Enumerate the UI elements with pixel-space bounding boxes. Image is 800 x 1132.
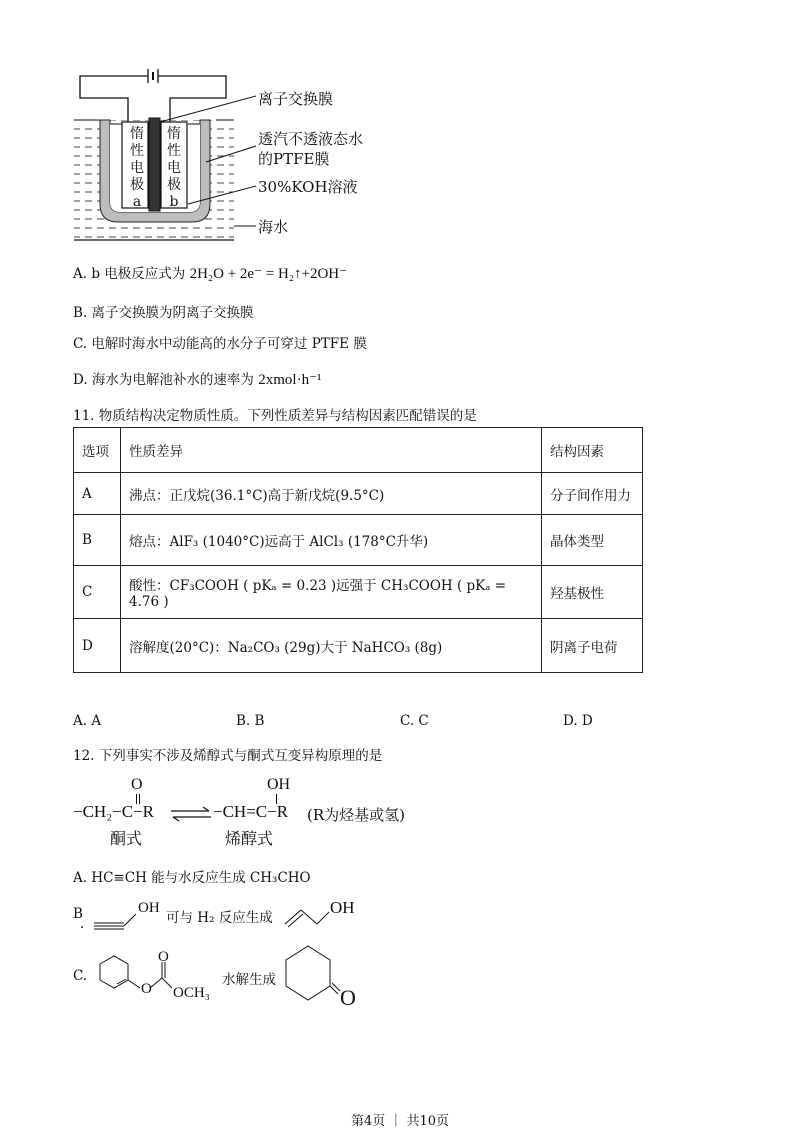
enol-name: 烯醇式 (225, 829, 274, 848)
ptfe-label-line1: 透汽不透液态水 (258, 130, 364, 148)
q11-stem: 11. 物质结构决定物质性质。下列性质差异与结构因素匹配错误的是 (73, 408, 477, 424)
keto-name: 酮式 (110, 829, 143, 848)
factor-cell: 羟基极性 (542, 566, 643, 619)
char: a (132, 194, 142, 210)
hydroxyl-label: OH (267, 776, 291, 793)
option-cell: A (74, 473, 121, 515)
q10-option-c: C. 电解时海水中动能高的水分子可穿过 PTFE 膜 (73, 336, 367, 352)
q10-option-b: B. 离子交换膜为阴离子交换膜 (73, 305, 254, 321)
q12-option-c-text: 水解生成 (222, 972, 276, 988)
methoxy-label: OCH₃ (173, 985, 210, 1001)
koh-label: 30%KOH溶液 (258, 178, 358, 196)
power-wire (80, 69, 226, 122)
allyl-alcohol-structure (283, 902, 333, 932)
table-header-row (74, 428, 643, 473)
char: 性 (130, 143, 144, 159)
q11-answer-c: C. C (400, 713, 429, 729)
q12-stem: 12. 下列事实不涉及烯醇式与酮式互变异构原理的是 (73, 748, 383, 764)
electrode-b-label (161, 126, 187, 211)
table-row (74, 473, 643, 515)
q11-table (73, 427, 643, 673)
ester-o-label: O (141, 981, 152, 997)
carbonyl-o-label: O (131, 776, 143, 793)
header-cell: 选项 (74, 428, 121, 473)
page-footer: 第4页 ｜ 共10页 (350, 1114, 450, 1129)
q12-option-c-label: C. (73, 968, 88, 984)
q11-answer-b: B. B (236, 713, 265, 729)
equation: 2H₂O + 2e⁻ = H₂↑+2OH⁻ (189, 266, 348, 282)
membrane-label: 离子交换膜 (258, 90, 334, 108)
char: b (169, 194, 179, 210)
oh-label: OH (330, 898, 355, 917)
difference-cell: 溶解度(20°C)：Na₂CO₃ (29g)大于 NaHCO₃ (8g) (121, 619, 542, 673)
char: 惰 (130, 126, 144, 142)
difference-cell: 熔点：AlF₃ (1040°C)远高于 AlCl₃ (178°C升华) (121, 515, 542, 566)
factor-cell: 阴离子电荷 (542, 619, 643, 673)
factor-cell: 分子间作用力 (542, 473, 643, 515)
q12-option-b-label: B (73, 906, 83, 922)
option-text: A. b 电极反应式为 (73, 266, 186, 282)
q10-option-d (73, 368, 321, 389)
table-row (74, 566, 643, 619)
difference-cell: 沸点：正戊烷(36.1°C)高于新戊烷(9.5°C) (121, 473, 542, 515)
carbonyl-o-label: O (158, 949, 169, 965)
q11-answer-d: D. D (563, 713, 593, 729)
rate-expression: 2xmol·h⁻¹ (258, 372, 322, 388)
char: 极 (130, 177, 144, 193)
ketone-o-label: O (340, 985, 356, 1010)
option-cell: D (74, 619, 121, 673)
char: 极 (167, 177, 181, 193)
option-text: D. 海水为电解池补水的速率为 (73, 372, 254, 388)
option-cell: B (74, 515, 121, 566)
char: 惰 (167, 126, 181, 142)
q12-option-b-dot: . (80, 916, 85, 932)
oh-label: OH (138, 900, 160, 916)
equilibrium-arrow-icon (169, 806, 213, 822)
q12-option-a: A. HC≡CH 能与水反应生成 CH₃CHO (73, 870, 311, 886)
q10-option-a (73, 262, 347, 283)
header-cell: 结构因素 (542, 428, 643, 473)
difference-cell: 酸性：CF₃COOH ( pKₐ = 0.23 )远强于 CH₃COOH ( pKₐ = 4.76 ) (121, 566, 542, 619)
seawater-label: 海水 (258, 218, 289, 236)
electrode-a-label (124, 126, 150, 211)
q11-answer-a: A. A (73, 713, 102, 729)
ion-exchange-membrane (149, 118, 160, 211)
table-row (74, 619, 643, 673)
q12-option-b-text: 可与 H₂ 反应生成 (166, 910, 273, 926)
keto-enol-scheme (73, 776, 453, 848)
char: 电 (167, 160, 181, 176)
char: 电 (130, 160, 144, 176)
table-row (74, 515, 643, 566)
char: 性 (167, 143, 181, 159)
header-cell: 性质差异 (121, 428, 542, 473)
option-cell: C (74, 566, 121, 619)
factor-cell: 晶体类型 (542, 515, 643, 566)
enol-formula: −CH=C−R (213, 802, 289, 821)
keto-formula: −CH₂−C−R (73, 802, 154, 821)
ptfe-label-line2: 的PTFE膜 (258, 150, 330, 168)
r-note: (R为烃基或氢) (307, 806, 405, 824)
